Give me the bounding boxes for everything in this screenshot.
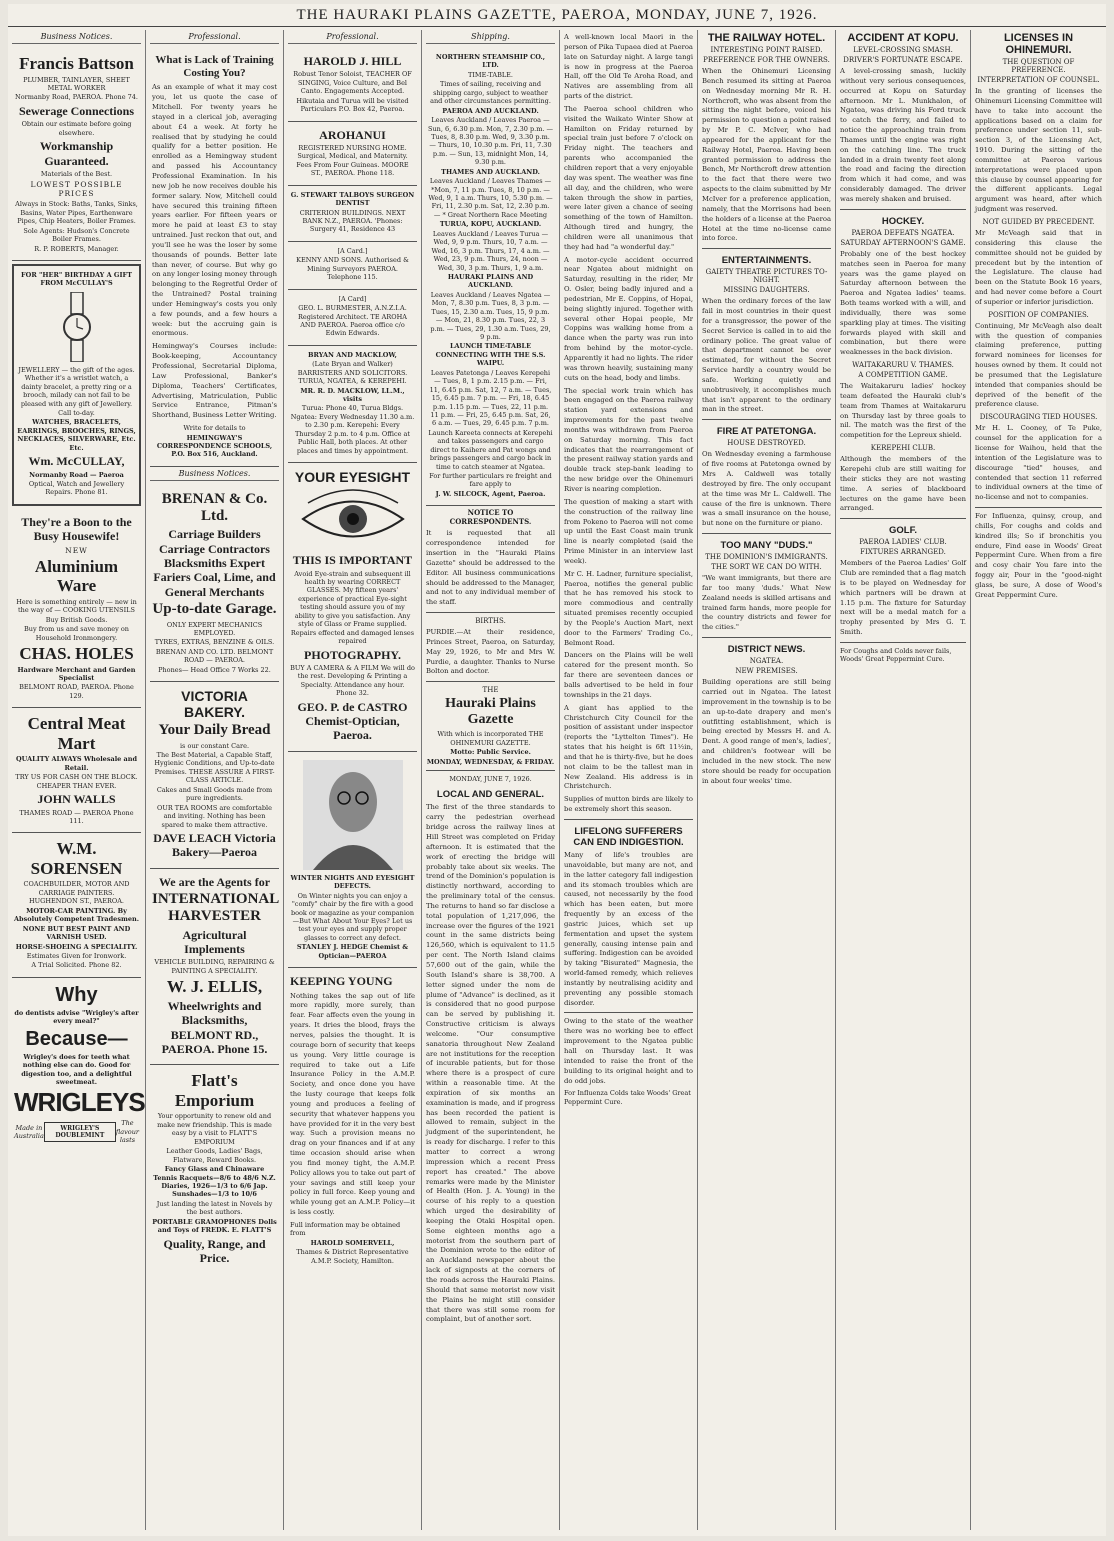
route-heading: TURUA, KOPU, AUCKLAND.	[439, 220, 542, 229]
article-text: For Influenza Colds take Woods' Great Peppermint Cure.	[564, 1089, 691, 1106]
ad-text: CRITERION BUILDINGS. NEXT BANK N.Z., PAEROA. 'Phones: Surgery 41, Residence 43	[299, 208, 406, 234]
bakery-ad	[150, 682, 279, 869]
ad-text: R. P. ROBERTS, Manager.	[34, 244, 119, 253]
advertiser-name: GEO. P. de CASTRO Chemist-Optician, Paeroa.	[297, 699, 408, 743]
section-heading: DISTRICT NEWS.	[727, 644, 806, 656]
route-heading: HAURAKI PLAINS AND AUCKLAND.	[447, 272, 534, 290]
section-heading: ACCIDENT AT KOPU.	[847, 32, 959, 44]
aluminium-ad	[12, 509, 141, 708]
advertiser-name: BRYAN AND MACKLOW,	[308, 350, 397, 359]
ad-heading: Why	[55, 983, 98, 1006]
subheading: SATURDAY AFTERNOON'S GAME.	[840, 238, 966, 247]
ad-text: Buy from us and save money on Household Ironmongery.	[24, 625, 129, 642]
subheading: LEVEL-CROSSING SMASH.	[853, 46, 953, 54]
section-heading: THE RAILWAY HOTEL.	[707, 32, 826, 44]
column-4	[422, 30, 560, 1530]
ad-heading: Central Meat Mart	[27, 714, 126, 753]
ad-text: Always in Stock: Baths, Tanks, Sinks, Basins, Water Pipes, Earthenware Pipes, Chip Heaters, Boiler Frames.	[15, 200, 138, 226]
ad-text: REGISTERED NURSING HOME. Surgical, Medical, and Maternity. Fees From Four Guineas. MOORE ST., PAEROA. Phone 118.	[296, 143, 409, 178]
subheading: PAEROA LADIES' CLUB.	[859, 538, 947, 547]
ad-text: Carriage Builders Carriage Contractors Blacksmiths Expert Fariers Coal, Lime, and General Merchants	[153, 527, 276, 599]
ad-heading: YOUR EYESIGHT	[294, 469, 411, 486]
article-text: Although the members of the Kerepehi club are still waiting for their sticks they are not wasting time. A series of blackboard lectures on the game have been arranged.	[840, 455, 966, 513]
subheading: KEREPEHI CLUB.	[870, 444, 936, 453]
ellis-ad	[150, 869, 279, 1066]
ad-heading: Up-to-date Garage.	[152, 601, 277, 618]
ad-text: Call to-day.	[58, 409, 95, 418]
ad-heading: Quality, Range, and Price.	[163, 1236, 266, 1265]
article-text: In the granting of licenses the Ohinemuri Licensing Committee will have to take into account the applications based on a claim for preference under section 11, sub-section 3, of the Licensing Act, 1910. During the sitting of the committee at Paeroa various interpretations were placed upon this clause by counsel appearing for the different applicants. Legal argument was heard, after which judgment was reserved.	[975, 87, 1102, 214]
ad-text: As an example of what it may cost you, let us quote the case of Mitchell. For twenty years he stayed in a clerical job, averaging about £4 a week. At forty he realised that by studying he could qualify for a better position. He enrolled as a Hemingway student and passed his Accountancy Professional Examination. In his new job he now receives double his former salary. Now, Mitchell could have secured this training fifteen years earlier. For fifteen years or more he paid at least £3 to stay untrained. Just reckon that out, and you'll see he was the loser by some thousands of pounds. Better late than never, of course. But why go on any longer losing money through belonging to the Regretful Order of the Untrained? Postal training under Hemingway's costs you only a few pounds, and a few hours a week: but the accruing gain is enormous.	[152, 83, 277, 338]
ad-text: TRY US FOR CASH ON THE BLOCK. CHEAPER THAN EVER.	[15, 773, 138, 790]
section-heading: HOCKEY.	[881, 215, 925, 227]
ad-heading: Because—	[25, 1027, 128, 1050]
kenny-ad	[288, 242, 417, 290]
column-2	[146, 30, 284, 1530]
ad-text: NEW	[65, 545, 88, 555]
ad-text: do dentists advise "Wrigley's after every meal?"	[14, 1008, 139, 1026]
section-heading: BIRTHS.	[475, 617, 506, 626]
gazette-subtitle: With which is incorporated THE OHINEMURI GAZETTE.	[437, 730, 544, 747]
ad-text: Phones— Head Office 7 Works 22.	[158, 665, 271, 674]
subheading: FIXTURES ARRANGED.	[860, 548, 946, 557]
ad-text: Buy British Goods.	[45, 615, 108, 624]
ad-text: (Late Bryan and Walker) BARRISTERS AND SOLICITORS. TURUA, NGATEA, & KEREPEHI.	[297, 360, 408, 386]
gazette-the: THE	[482, 686, 499, 695]
ad-text: KENNY AND SONS. Authorised & Mining Surveyors PAEROA. Telephone 115.	[296, 256, 409, 282]
ad-text: COACHBUILDER, MOTOR AND CARRIAGE PAINTERS. HUGHENDON ST., PAEROA.	[23, 880, 130, 906]
subheading: PREFERENCE FOR THE OWNERS.	[703, 56, 830, 64]
address: Normanby Road — Paeroa	[29, 470, 124, 479]
advertiser-name: HAROLD SOMERVELL,	[310, 1238, 395, 1247]
subheading: PAEROA DEFEATS NGATEA.	[851, 228, 955, 237]
subheading: THE DOMINION'S IMMIGRANTS.	[705, 553, 828, 562]
address: THAMES ROAD — PAEROA Phone 111.	[19, 808, 134, 825]
article-text: Mr C. H. Ladner, furniture specialist, Paeroa, notifies the general public that he has removed his stock to more commodious and centrally situated premises recently occupied by the People's Auction Mart, next door to the Farmers' Trading Co., Belmont Road.	[564, 569, 693, 647]
article-text: Members of the Paeroa Ladies' Golf Club are reminded that a flag match is to be played on Wednesday for which partners will be drawn at 1.15 p.m. The fixture for Saturday next will be a medal match for a trophy presented by Mrs G. T. Smith.	[840, 559, 966, 637]
ad-text: Robust Tenor Soloist, TEACHER OF SINGING, Voice Culture, and Bel Canto. Engagements Accepted.	[293, 70, 412, 96]
ad-text: Full information may be obtained from	[290, 1221, 401, 1238]
address: BRENAN AND CO. LTD. BELMONT ROAD — PAEROA.	[155, 647, 274, 665]
battson-ad	[12, 48, 141, 261]
schedule: Leaves Auckland / Leaves Thames — *Mon, 7, 11 p.m. Tues, 8, 10 p.m. — Wed, 9, 1 a.m. Thurs, 10, 5.30 p.m. — Fri, 11, 2.30 p.m. Sat, 12, 2.30 p.m. — * Great Northern Race Meeting	[428, 177, 553, 219]
ad-text: For further particulars re freight and fare apply to	[429, 472, 552, 489]
bryan-ad	[288, 346, 417, 463]
ad-text: BUY A CAMERA & A FILM We will do the rest. Developing & Printing a Specialty. Attendance any hour. Phone 32.	[290, 663, 415, 698]
flatts-ad	[150, 1065, 279, 1273]
ad-text: Times of sailing, receiving and shipping cargo, subject to weather and other circumstances permitting.	[430, 80, 551, 106]
ad-text: PORTABLE GRAMOPHONES Dolls and Toys of FREDK. E. FLATT'S	[152, 1217, 277, 1235]
section-heading: ENTERTAINMENTS.	[721, 255, 812, 267]
ad-text: MR. R. D. MACKLOW, LL.M., visits	[300, 386, 405, 404]
subheading: NEW PREMISES.	[735, 667, 798, 676]
column-5	[560, 30, 698, 1530]
advertiser-name: HAROLD J. HILL	[303, 54, 402, 68]
address: HEMINGWAY'S CORRESPONDENCE SCHOOLS, P.O. Box 516, Auckland.	[156, 433, 273, 459]
column-7	[836, 30, 971, 1530]
amp-ad	[288, 968, 417, 1272]
section-heading: NOTICE TO CORRESPONDENTS.	[449, 508, 532, 527]
advertiser-name: Flatt's Emporium	[174, 1071, 255, 1110]
subheading: MISSING DAUGHTERS.	[723, 286, 810, 295]
masthead: THE HAURAKI PLAINS GAZETTE, PAEROA, MONDAY, JUNE 7, 1926.	[8, 4, 1106, 27]
advertiser-name: Francis Battson	[19, 54, 134, 73]
ad-text: WATCHES, BRACELETS, EARRINGS, BROOCHES, RINGS, NECKLACES, SILVERWARE, Etc. Etc.	[17, 418, 136, 452]
brenan-ad	[150, 485, 279, 682]
route-heading: LAUNCH TIME-TABLE CONNECTING WITH THE S.S. WAIPU.	[435, 342, 546, 368]
ad-text: QUALITY ALWAYS Wholesale and Retail.	[15, 755, 138, 772]
ad-text: Hemingway's Courses include: Book-keeping, Accountancy Professional, Secretarial Diploma, Law Professional, Banker's Diploma, Teachers' Certificates, Advertising, Matriculation, Public Service Entrance, Pitman's Shorthand, Business Letter Writing.	[152, 342, 277, 420]
route-heading: THAMES AND AUCKLAND.	[441, 167, 540, 176]
advertiser-name: W.M. SORENSEN	[30, 839, 123, 878]
article-text: "We want immigrants, but there are far too many 'duds.' What New Zealand needs is skilled artisans and trained farm hands, more people for the country districts and fewer for the cities."	[702, 574, 831, 632]
article-text: A giant has applied to the Christchurch City Council for the position of assistant under inspector (reports the "Lyttelton Times"). He states that his height is 6ft 11½in, and that he is thirty-five, but he does not claim to be the tallest man in New Zealand. His address is in Christchurch.	[564, 703, 693, 791]
gazette-title: Hauraki Plains Gazette	[445, 696, 536, 728]
portrait-illustration	[303, 760, 403, 870]
article-text: A motor-cycle accident occurred near Ngatea about midnight on Saturday, resulting in the rider, Mr O. Osler, being badly injured and a pedestrian, Mr E. Coppins, of Hopai, being slightly injured. Together with several other Hopai people, Mr Coppins was walking home from a dance when the party was run into from behind by the motor-cycle. Apparently it had no lights. The rider was thrown heavily, sustaining many cuts on the head, body and limbs.	[564, 255, 693, 382]
address: Normanby Road, PAEROA. Phone 74.	[15, 93, 138, 102]
ad-text: GEO. L. BURMESTER, A.N.Z.I.A. Registered Architect. TE AROHA AND PAEROA. Paeroa office c/o Edwin Edwards.	[298, 304, 407, 338]
talboys-ad	[288, 186, 417, 242]
ad-heading: KEEPING YOUNG	[290, 974, 393, 989]
article-text: The Waitakaruru ladies' hockey team defeated the Hauraki club's team from Thames at Waitakaruru on Thursday last by three goals to nil. The match was the first of the competition for the Lepreux shield.	[840, 382, 966, 440]
ad-text: Fancy Glass and Chinaware Tennis Racquets—8/6 to 48/6 N.Z. Diaries, 1926—1/3 to 6/6 Jap. Sunshades—1/3 to 10/6	[153, 1165, 276, 1199]
subheading: A COMPETITION GAME.	[858, 371, 948, 380]
ad-text: Wheelwrights and Blacksmiths, BELMONT RD., PAEROA. Phone 15.	[161, 998, 268, 1056]
advertiser-name: STANLEY J. HEDGE Chemist & Optician—PAEROA	[296, 943, 409, 960]
ad-text: Obtain our estimate before going elsewhere.	[21, 120, 132, 137]
subheading: HOUSE DESTROYED.	[727, 439, 806, 448]
ad-text: TYRES, EXTRAS, BENZINE & OILS.	[154, 638, 275, 647]
article-text: PURDIE.—At their residence, Princes Street, Paeroa, on Saturday, May 29, 1926, to Mr and Mrs W. Purdie, a daughter. Thanks to Nurse Bolton and doctor.	[426, 628, 555, 676]
schedule: Leaves Patetonga / Leaves Kerepehi — Tues, 8, 1 p.m. 2.15 p.m. — Fri, 11, 6.45 p.m. Sat, 12, 7 a.m. — Tues, 15, 6.45 p.m. 7 p.m. — Fri, 18, 6.45 p.m. 1.15 p.m. — Tues, 22, 11 p.m. 11 p.m. — Fri, 25, 6.45 p.m. Sat, 26, 6 a.m. — Tues, 29, 6.45 p.m. 7 p.m.	[429, 368, 552, 428]
article-text: The special work train which has been engaged on the Paeroa railway station yard extensions and improvements for the past twelve months was withdrawn from Paeroa on Saturday morning. This fact indicates that the rearrangement of the present railway station yards and double track step-bank leading to the new bridge over the Ohinemuri River is nearing completion.	[564, 386, 693, 493]
ad-text: Just landing the latest in Novels by the best authors.	[156, 1199, 273, 1217]
ad-text: HORSE-SHOEING A SPECIALITY.	[15, 942, 138, 951]
ad-text: We are the Agents for	[158, 874, 271, 889]
advertiser-name: VICTORIA BAKERY.	[181, 688, 248, 721]
column-header: Shipping.	[426, 32, 555, 44]
advertiser-name: AROHANUI	[319, 127, 386, 142]
ad-text: MOTOR-CAR PAINTING. By Absolutely Competent Tradesmen.	[14, 906, 139, 924]
article-text: Mr McVeagh said that in considering this clause the committee should not be guided by precedent but by the intention of the Legislature. The clause had been on the Statute Book 16 years, and had never come before a Court of superior or inferior jurisdiction.	[975, 228, 1102, 306]
ad-heading: What is Lack of Training Costing You?	[155, 54, 274, 80]
ad-text: Hardware Merchant and Garden Specialist	[17, 665, 136, 682]
subheading: WAITAKARURU V. THAMES.	[852, 361, 954, 370]
ad-text: Wrigley's does for teeth what nothing else can do. Good for digestion too, and a delightful sweetmeat.	[21, 1052, 132, 1087]
ad-heading: Workmanship Guaranteed.	[39, 139, 114, 168]
ad-text: On Winter nights you can enjoy a "comfy" chair by the fire with a good book or magazine as your companion—But What About Your Eyes? Let us test your eyes and supply proper glasses to correct any defect.	[290, 891, 415, 942]
ad-heading: Your Daily Bread	[158, 722, 271, 739]
dateline: MONDAY, JUNE 7, 1926.	[449, 775, 532, 784]
article-text: Dancers on the Plains will be well catered for the present month. So far there are seventeen dances or balls advertised to be held in four townships in the 21 days.	[564, 651, 693, 699]
subheading: NOT GUIDED BY PRECEDENT.	[982, 217, 1095, 226]
article-text: When the Ohinemuri Licensing Bench resumed its sitting at Paeroa on Wednesday morning Mr R. H. Northcroft, who was absent from the sitting the night before, voiced his permission to question a point raised by Mr P. C. McIver, who had appeared for the applicant for the Railway Hotel, Paeroa. Having been granted permission to address the Bench, Mr Northcroft drew attention to the fact that there were two aspects to the claim submitted by Mr McIver for a preference application, namely, that the Morrisons had been the holders of a license at the Paeroa Hotel at the time no-license came into force.	[702, 67, 831, 243]
article-text: The Paeroa school children who visited the Waikato Winter Show at Hamilton on Friday returned by special train just before 7 o'clock on Friday night. The teachers and parents who accompanied the children report that a very enjoyable day was spent. The weather was fine all day, and the children, who were taken through the show in parties, were later given a chance of seeing something of the town of Hamilton. Although tired and hungry, the children were all unanimous that they had had "a wonderful day."	[564, 104, 693, 251]
subheading: THE SORT WE CAN DO WITH.	[711, 563, 822, 572]
subheading: THE QUESTION OF PREFERENCE.	[1002, 58, 1075, 74]
ad-text: Materials of the Best.	[40, 169, 113, 178]
section-heading: FIRE AT PATETONGA.	[716, 426, 817, 438]
ad-heading: THIS IS IMPORTANT	[292, 553, 413, 568]
advertiser-name: J. W. SILCOCK, Agent, Paeroa.	[435, 489, 546, 498]
ad-text: Sole Agents: Hudson's Concrete Boiler Frames.	[23, 226, 130, 244]
ad-heading: FOR "HER" BIRTHDAY A GIFT FROM McCULLAY'S	[21, 270, 132, 288]
ad-text: Turua: Phone 40, Turua Bldgs. Ngatea: Every Wednesday 11.30 a.m. to 2.30 p.m. Kerepehi: Every Thursday 2 p.m. to 4 p.m. Office at Public Hall, both places. At other places and times by appointment.	[290, 404, 415, 455]
ad-text: OUR TEA ROOMS are comfortable and inviting. Nothing has been spared to make them attractive.	[157, 803, 272, 829]
subheading: DISCOURAGING TIED HOUSES.	[979, 413, 1098, 422]
ad-heading: WINTER NIGHTS AND EYESIGHT DEFECTS.	[290, 873, 415, 891]
column-header: Professional.	[288, 32, 417, 44]
ad-text: Write for details to	[183, 424, 246, 433]
ad-text: NONE BUT BEST PAINT AND VARNISH USED.	[22, 924, 131, 942]
ad-text: Nothing takes the sap out of life more rapidly, more surely, than fear. Fear affects even the young in years. It dries the blood, frays the nerves, palsies the thought. It is courage born of security that keeps us young. Very little courage is required to take out a Life Insurance Policy in the A.M.P. Society, and once done you have the lusty courage that keeps folk young and produces a feeling of security that whatever happens you have provided for it in the very best way. Such a provision means no drag on your finances and if at any time occasion should arise when you find money tight, the A.M.P. Policy allows you to take out part of your savings and still keep your policy in full force. Keep young and while young get an A.M.P. Policy—it is less costly.	[290, 991, 415, 1217]
wrigleys-logo: WRIGLEYS	[14, 1087, 145, 1118]
route-heading: PAEROA AND AUCKLAND.	[442, 106, 539, 115]
gazette-motto: Motto: Public Service.	[450, 748, 531, 757]
ad-text: LOWEST POSSIBLE PRICES	[30, 180, 123, 199]
wristwatch-icon	[57, 292, 97, 362]
article-text: A well-known local Maori in the person of Pika Tupaea died at Paeroa late on Saturday night. A large tangi is now in progress at the Paeroa Hall, off the Old Te Aroha Road, and Natives are assembling from all parts of the district.	[564, 33, 693, 101]
ad-text: [A Card.]	[337, 246, 368, 255]
section-heading: LIFELONG SUFFERERS CAN END INDIGESTION.	[573, 825, 684, 848]
address: BELMONT ROAD, PAEROA. Phone 129.	[19, 683, 134, 700]
article-text: On Wednesday evening a farmhouse of five rooms at Patetonga owned by Mrs A. Caldwell was totally destroyed by fire. The only occupant at the time was Mr L. Caldwell. The cause of the fire is unknown. There was a small insurance on the house, but none on the furniture or piano.	[702, 450, 831, 528]
section-heading: GOLF.	[889, 525, 917, 537]
ad-heading: NORTHERN STEAMSHIP CO., LTD.	[435, 53, 546, 70]
subheading: DRIVER'S FORTUNATE ESCAPE.	[843, 56, 963, 64]
advertiser-name: JOHN WALLS	[37, 792, 116, 807]
eye-icon	[298, 489, 408, 549]
article-text: For Influenza, quinsy, croup, and chills, For coughs and colds and kindred ills; So if bronchitis you endure, Find ease in Woods' Great Peppermint Cure. When from a fire and cosy chair You fare into the foggy air, Pour in the "good-night glass, be sure, A dose of Wood's Great Peppermint Cure.	[975, 512, 1102, 599]
gazette-days: MONDAY, WEDNESDAY, & FRIDAY.	[426, 757, 555, 766]
ad-text: Leather Goods, Ladies' Bags, Flatware, Reward Books.	[166, 1147, 263, 1164]
ad-text: ONLY EXPERT MECHANICS EMPLOYED.	[166, 620, 263, 637]
ad-text: JEWELLERY — the gift of the ages. Whether it's a wristlet watch, a dainty bracelet, a pretty ring or a brooch, milady can not fail to be pleased with any gift of Jewellery.	[18, 365, 135, 408]
hill-ad	[288, 48, 417, 122]
article-text: Supplies of mutton birds are likely to be extremely short this season.	[564, 795, 693, 814]
article-text: It is requested that all correspondence intended for insertion in the "Hauraki Plains Gazette" should be addressed to the Editor. All business communications should be addressed to the Manager, and not to any individual member of the staff.	[426, 529, 555, 607]
ad-text: VEHICLE BUILDING, REPAIRING & PAINTING A SPECIALITY.	[154, 958, 275, 975]
hedge-ad	[288, 752, 417, 968]
article-text: The question of making a start with the construction of the railway line from Pokeno to Paeroa will not come up until the East Coast main trunk line is nearly completed (said the Prime Minister in an interview last week).	[564, 497, 693, 565]
ad-text: [A Card]	[338, 294, 367, 303]
article-text: Probably one of the best hockey matches seen in Paeroa for many years was the game played on Saturday afternoon between the Paeroa and Ngatea ladies' teams. Both teams worked with a will, and individually, there was some sparkling play at times. The visiting forwards played with skill and combination, but there were weaknesses in the back division.	[840, 249, 966, 357]
gum-package: WRIGLEY'S DOUBLEMINT	[44, 1122, 116, 1142]
ad-heading: PHOTOGRAPHY.	[303, 647, 401, 662]
subheading: NGATEA.	[749, 657, 784, 666]
article-text: Building operations are still being carried out in Ngatea. The latest improvement in the township is to be an up-to-date drapery and men's outfitting establishment, which is being erected by Messrs H. and A. Dent. A good range of men's, ladies', and children's footwear will be included in the new stock. The new store should be ready for occupation in about four weeks' time.	[702, 678, 831, 785]
column-header: Professional.	[150, 32, 279, 44]
ad-text: The Best Material, a Capable Staff, Hygienic Conditions, and Up-to-date Premises. THESE ASSURE A FIRST-CLASS ARTICLE.	[154, 751, 275, 785]
ad-text: A Trial Solicited. Phone 82.	[31, 961, 122, 970]
ad-heading: INTERNATIONAL HARVESTER	[152, 891, 280, 925]
sorensen-ad	[12, 833, 141, 977]
advertiser-name: BRENAN & Co. Ltd.	[161, 490, 268, 525]
article-text: A level-crossing smash, luckily without very serious consequences, occurred at Kopu on Saturday afternoon. Mr L. Munkhalon, of Ngatea, was driving his Ford truck to catch the ferry, and failed to notice the approaching train from Thames until the engine was right on the catching line. The truck landed in a drain twenty feet along the road and facing the direction from which it had come, and was considerably damaged. The driver was merely shaken and bruised.	[840, 67, 966, 203]
advertiser-name: DAVE LEACH Victoria Bakery—Paeroa	[153, 830, 276, 860]
meat-mart-ad	[12, 708, 141, 833]
trade-line: PLUMBER, TAINLAYER, SHEET METAL WORKER	[23, 75, 130, 92]
schedule: Leaves Auckland / Leaves Turua — Wed, 9, 9 p.m. Thurs, 10, 7 a.m. — Wed, 16, 3 p.m. Thurs, 17, 4 a.m. — Wed, 23, 9 p.m. Thurs, 24, noon — Wed, 30, 3 p.m. Thurs, 1, 9 a.m.	[431, 229, 550, 272]
ad-text: Agricultural Implements	[182, 927, 247, 957]
ad-text: Avoid Eye-strain and subsequent ill health by wearing CORRECT GLASSES. My fifteen years' experience of practical Eye-sight testing should assure you of my ability to give you satisfaction. Any style of Glass or Frame supplied. Repairs effected and damaged lenses repaired	[290, 569, 415, 646]
ad-text: Estimates Given for Ironwork.	[26, 951, 127, 960]
ad-heading: Aluminium Ware	[34, 556, 119, 596]
subheading: POSITION OF COMPANIES.	[988, 310, 1089, 319]
subheading: INTERESTING POINT RAISED.	[710, 46, 823, 54]
schedule: Leaves Auckland / Leaves Paeroa — Sun, 6, 6.30 p.m. Mon, 7, 2.30 p.m. — Tues, 8, 8.30 p.m. Wed, 9, 3.30 p.m. — Thurs, 10, 10.30 p.m. Fri, 11, 7.30 p.m. — Sun, 13, midnight Mon, 14, 9.30 p.m.	[428, 116, 554, 167]
hemingway-ad	[150, 48, 279, 467]
column-3	[284, 30, 422, 1530]
advertiser-name: Wm. McCULLAY,	[28, 454, 125, 469]
ad-text: Cakes and Small Goods made from pure ingredients.	[156, 785, 273, 803]
ad-text: Thames & District Representative A.M.P. Society, Hamilton.	[296, 1248, 409, 1265]
section-heading: LOCAL AND GENERAL.	[436, 789, 545, 801]
subheading: INTERPRETATION OF COUNSEL.	[977, 76, 1100, 84]
ad-text: Here is something entirely — new in the way of — COOKING UTENSILS	[16, 597, 137, 615]
article-text: For Coughs and Colds never fails, Woods' Great Peppermint Cure.	[840, 646, 952, 664]
ad-text: Launch Kareeta connects at Kerepehi and takes passengers and cargo direct to Kaihere and Pat wongs and brings passengers and cargo back in time to catch steamer at Ngatea.	[428, 428, 553, 471]
ad-heading: Sewerage Connections	[19, 103, 134, 118]
shipping-timetable	[426, 48, 555, 506]
eyesight-ad	[288, 463, 417, 752]
section-heading: LICENSES IN OHINEMURI.	[1003, 32, 1074, 56]
newspaper-page	[8, 4, 1106, 1536]
ad-text: Optical, Watch and Jewellery Repairs. Phone 81.	[28, 480, 125, 497]
section-heading: TOO MANY "DUDS."	[720, 540, 813, 552]
ad-text: Your opportunity to renew old and make new friendship. This is made easy by a visit to FLATT'S EMPORIUM	[157, 1112, 272, 1146]
advertiser-name: CHAS. HOLES	[19, 643, 134, 663]
column-8	[971, 30, 1106, 1530]
ad-text: TIME-TABLE.	[468, 70, 513, 79]
advertiser-name: G. STEWART TALBOYS SURGEON DENTIST	[290, 190, 415, 208]
burmester-ad	[288, 290, 417, 346]
subheading: GAIETY THEATRE PICTURES TO-NIGHT.	[705, 268, 828, 285]
column-6	[698, 30, 836, 1530]
column-header: Business Notices.	[12, 32, 141, 44]
article-text: The first of the three standards to carry the pedestrian overhead bridge across the railway lines at Hill Street was completed on Friday afternoon. It is estimated that the work of erecting the bridge will probably take about six weeks. The trend of the Dominion's population is distinctly northward, according to the preliminary total of the census. The returns to hand so far disclose a total population of 1,217,096, the increase over the figures of the 1921 count in the same districts being 126,560, which is equivalent to 11.5 per cent. The North Island claims 57,600 out of the gain, while the South Island's share is 38,700. A letter signed under the nom de plume of "Advance" is declined, as it is considered that no good purpose can be served by publishing it. Constructive criticism is always welcome. "Our consumptive sanatoria throughout New Zealand are not institutions for the reception of incurable patients, but for those where there is a prospect of cure within a reasonable time. At the expiration of six months an examination is made, and if progress has been recorded the patient is allowed to remain, subject in the judgment of the superintendent, he is ready for discharge. I refer to this matter to correct a wrong impression which a recent Press report has created." The above remarks were made by the Minister of Health (Hon. J. A. Young) in the course of his reply to a question which urged the desirability of keeping the Otaki Hospital open. Some eighteen months ago a motorist from the southern part of the Dominion wrote to the editor of an Auckland newspaper about the lack of signposts at the corners of the roads across the Hauraki Plains. Should that same motorist now visit the Plains he might still consider that there was still some room for complaint, but of another sort.	[426, 803, 555, 1324]
arohanui-ad	[288, 122, 417, 186]
ad-text: Made in Australia	[14, 1123, 44, 1141]
article-text: Many of life's troubles are unavoidable, but many are not, and in the latter category fall indigestion and its stomach troubles which are caused, not necessarily by the food which has been eaten, but more frequently by an excess of the gastric juices, which set up fermentation and upset the system generally, causing intense pain and suffering. Indigestion can be avoided by taking "Bisurated" Magnesia, the world-famed remedy, which relieves instantly by neutralising acidity and preventing any possible stomach disorder.	[564, 850, 693, 1007]
column-header: Business Notices.	[150, 469, 279, 481]
article-text: When the ordinary forces of the law fail in most countries in their quest for a transgressor, the power of the Secret Service is called in to aid the ordinary police. The great value of that department cannot be over estimated, for without the Secret Service hardly a country would be safe. Working quietly and unobtrusively, it accomplishes much that isn't apparent to the ordinary man in the street.	[702, 297, 831, 414]
ad-text: The flavour lasts	[115, 1119, 139, 1145]
ad-text: Hikutaia and Turua will be visited Particulars P.O. Box 42, Paeroa.	[296, 96, 409, 114]
article-text: Mr H. L. Cooney, of Te Puke, counsel for the application for a license for Waihou, held that the intention of the Legislature was to discourage "tied" houses, and contended that section 11 referred to individual owners at the time of no-license and not to companies.	[975, 424, 1102, 502]
article-text: Continuing, Mr McVeagh also dealt with the question of companies claiming preference, putting forward nominees for licenses for houses owned by them. It could not be presumed that the Legislature intended that companies should be deprived of the benefit of the preference clause.	[975, 321, 1102, 409]
mccullay-ad	[12, 264, 141, 506]
wrigleys-ad	[12, 978, 145, 1152]
ad-heading: They're a Boon to the Busy Housewife!	[21, 514, 132, 544]
schedule: Leaves Auckland / Leaves Ngatea — Mon, 7, 8.30 p.m. Tues, 8, 3 p.m. — Tues, 15, 2.30 a.m. Tues, 15, 9 p.m. — Mon, 21, 8.30 p.m. Tues, 22, 3 p.m. — Tues, 29, 1.30 a.m. Tues, 29, 9 p.m.	[430, 290, 551, 341]
advertiser-name: W. J. ELLIS,	[166, 977, 263, 997]
article-text: Owing to the state of the weather there was no working bee to effect improvement to the Ngatea public hall on Thursday last. It was intended to raise the front of the building to its original height and to do odd jobs.	[564, 1017, 693, 1085]
column-1	[8, 30, 146, 1530]
ad-text: is our constant Care.	[179, 741, 250, 750]
